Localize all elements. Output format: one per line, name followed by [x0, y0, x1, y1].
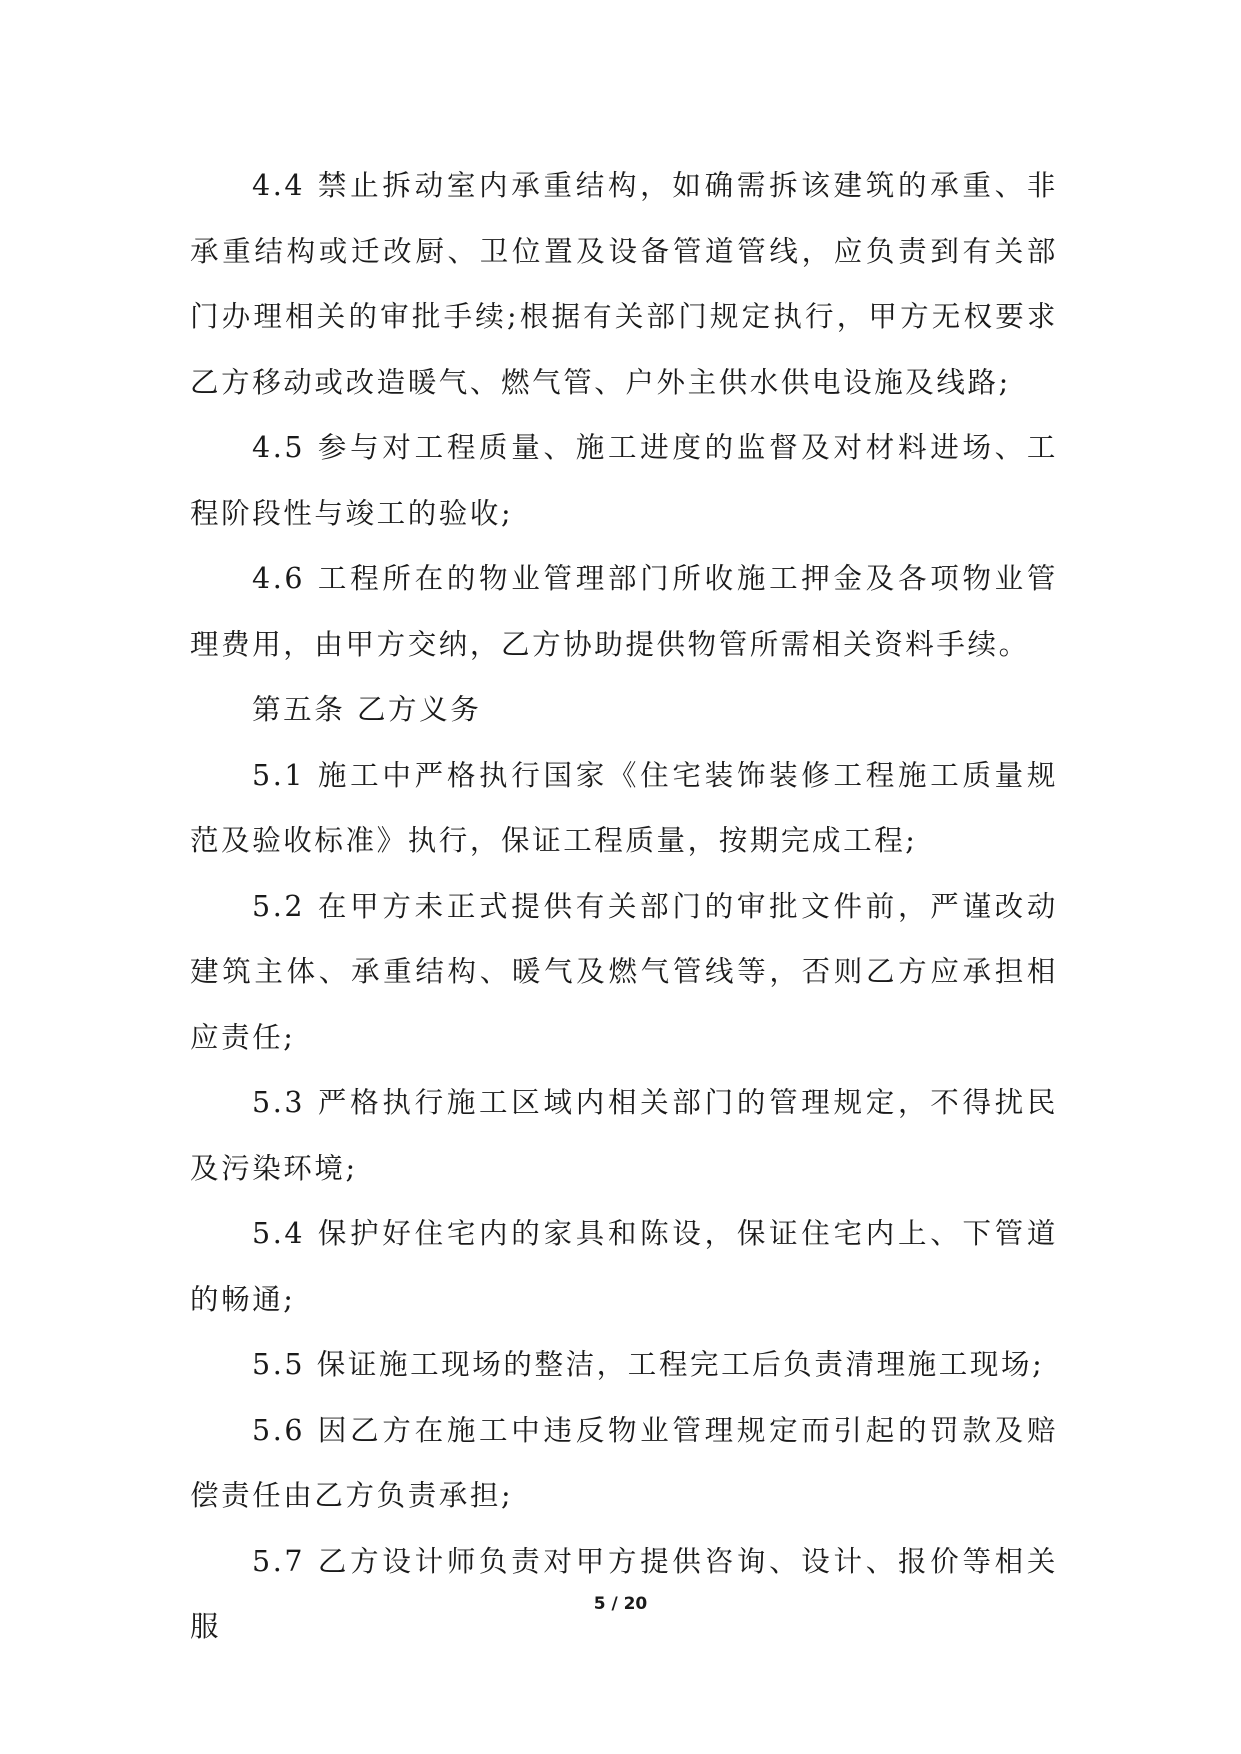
section-heading-article-5: 第五条 乙方义务	[252, 693, 482, 726]
paragraph-5-6: 5.6 因乙方在施工中违反物业管理规定而引起的罚款及赔偿责任由乙方负责承担;	[190, 1413, 1058, 1512]
paragraph-5-5: 5.5 保证施工现场的整洁，工程完工后负责清理施工现场;	[252, 1348, 1045, 1381]
paragraph-4-5: 4.5 参与对工程质量、施工进度的监督及对材料进场、工程阶段性与竣工的验收;	[190, 431, 1058, 530]
paragraph-5-3: 5.3 严格执行施工区域内相关部门的管理规定，不得扰民及污染环境;	[190, 1086, 1058, 1185]
paragraph-5-4: 5.4 保护好住宅内的家具和陈设，保证住宅内上、下管道的畅通;	[190, 1217, 1058, 1316]
paragraph-4-6: 4.6 工程所在的物业管理部门所收施工押金及各项物业管理费用，由甲方交纳，乙方协助提供物管所需相关资料手续。	[190, 562, 1058, 661]
paragraph-4-4: 4.4 禁止拆动室内承重结构，如确需拆该建筑的承重、非承重结构或迁改厨、卫位置及设备管道管线，应负责到有关部门办理相关的审批手续;根据有关部门规定执行，甲方无权要求乙方移动或改造暖气、燃气管、户外主供水供电设施及线路;	[190, 169, 1058, 399]
page-number: 5 / 20	[593, 1594, 648, 1614]
paragraph-5-7: 5.7 乙方设计师负责对甲方提供咨询、设计、报价等相关服	[190, 1544, 1058, 1643]
document-body	[190, 153, 1058, 1660]
paragraph-5-2: 5.2 在甲方未正式提供有关部门的审批文件前，严谨改动建筑主体、承重结构、暖气及燃气管线等，否则乙方应承担相应责任;	[190, 889, 1058, 1054]
paragraph-5-1: 5.1 施工中严格执行国家《住宅装饰装修工程施工质量规范及验收标准》执行，保证工程质量，按期完成工程;	[190, 758, 1058, 857]
